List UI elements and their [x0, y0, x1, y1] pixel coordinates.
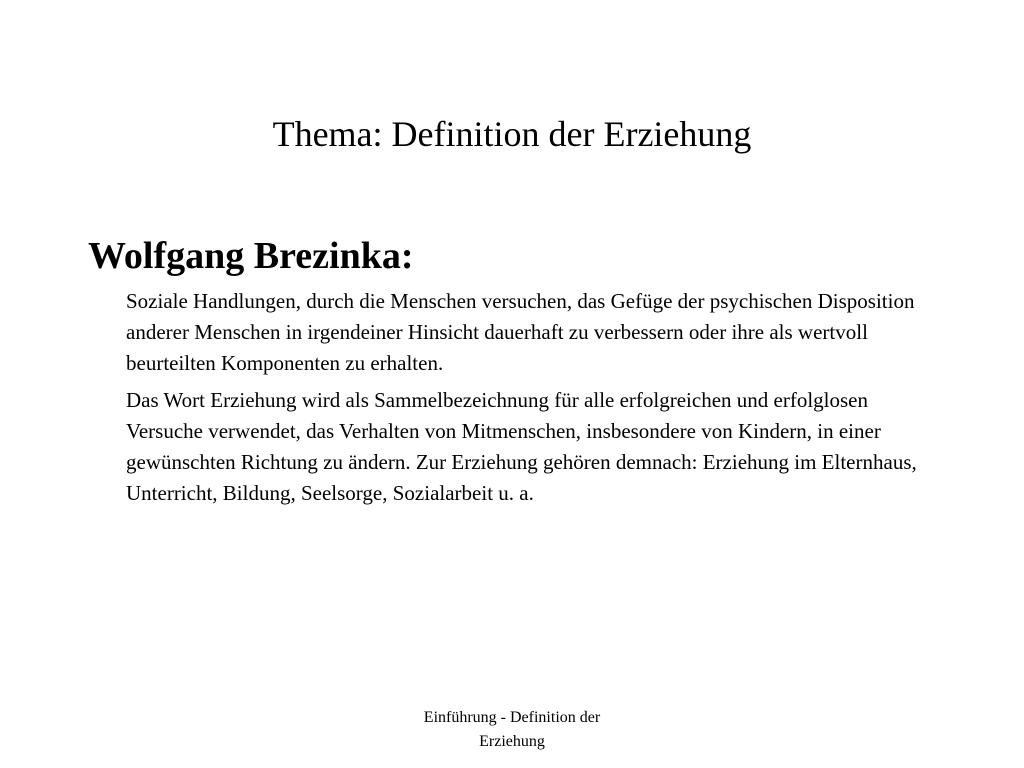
definition-paragraph: Soziale Handlungen, durch die Menschen versuchen, das Gefüge der psychischen Disposition anderer Menschen in irgendeiner Hinsicht dauerhaft zu verbessern oder ihre als wertvoll beurteilten Komponenten zu erhalten. — [126, 289, 915, 375]
slide-content — [88, 232, 938, 515]
explanation-paragraph: Das Wort Erziehung wird als Sammelbezeichnung für alle erfolgreichen und erfolglosen Versuche verwendet, das Verhalten von Mitmenschen, insbesondere von Kindern, in einer gewünschten Richtung zu ändern. Zur Erziehung gehören demnach: Erziehung im Elternhaus, Unterricht, Bildung, Seelsorge, Sozialarbeit u. a. — [126, 388, 917, 505]
author-heading: Wolfgang Brezinka: — [88, 235, 414, 277]
slide-footer: Einführung - Definition der Erziehung — [423, 709, 601, 750]
slide-title: Thema: Definition der Erziehung — [272, 114, 752, 154]
